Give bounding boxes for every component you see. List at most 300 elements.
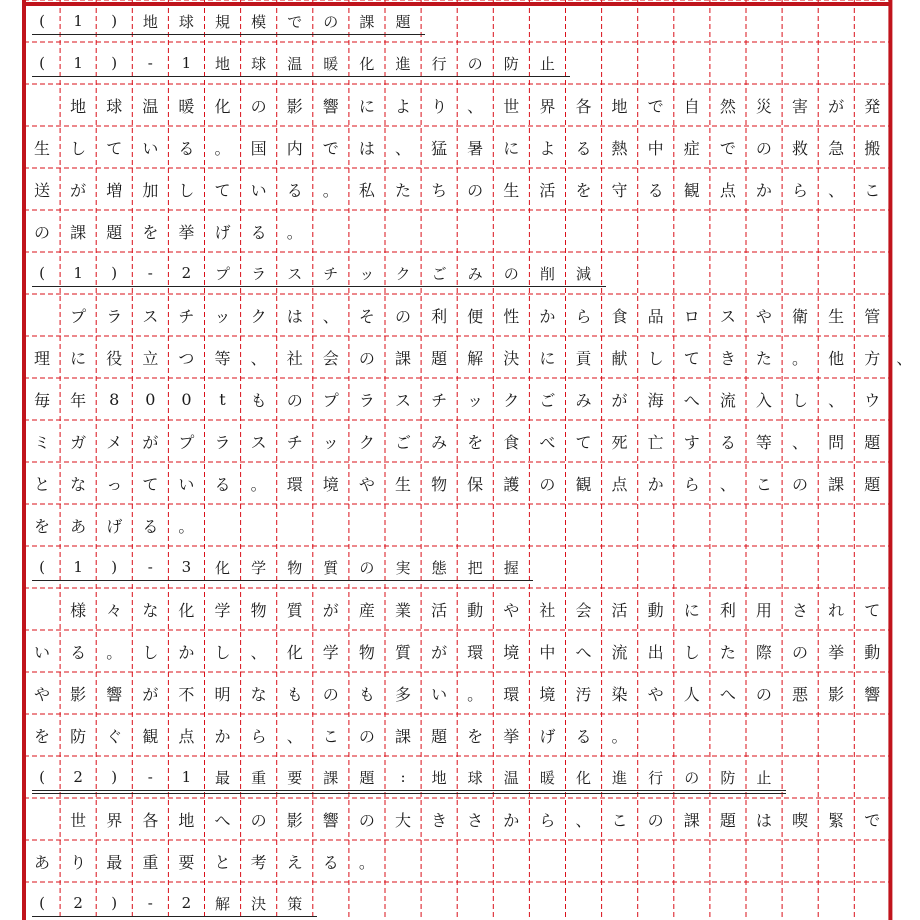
char-cell: 環 xyxy=(286,474,303,494)
char-cell: の xyxy=(647,810,664,830)
char-cell: 等 xyxy=(214,348,231,368)
char-cell: み xyxy=(575,390,592,410)
char-cell: 観 xyxy=(575,474,592,494)
char-cell: 。 xyxy=(214,138,231,158)
char-cell: に xyxy=(683,600,700,620)
char-cell: 々 xyxy=(106,600,123,620)
char-cell: る xyxy=(286,180,303,200)
char-cell: 境 xyxy=(503,642,520,662)
char-cell: 出 xyxy=(647,642,664,662)
char-cell: 題 xyxy=(359,768,375,787)
char-cell: を xyxy=(34,516,51,536)
char-cell: 界 xyxy=(106,810,123,830)
char-cell: や xyxy=(503,600,520,620)
char-cell: 1 xyxy=(73,264,83,282)
char-cell: 活 xyxy=(431,600,448,620)
char-cell: 防 xyxy=(720,768,736,787)
char-cell: 境 xyxy=(539,684,556,704)
char-cell: 物 xyxy=(287,558,303,577)
char-cell: メ xyxy=(106,432,123,452)
char-cell: の xyxy=(34,222,51,242)
char-cell: や xyxy=(647,684,664,704)
char-cell: 観 xyxy=(142,726,159,746)
char-cell: 動 xyxy=(467,600,484,620)
char-cell: ク xyxy=(503,390,520,410)
char-cell: る xyxy=(178,138,195,158)
char-cell: し xyxy=(178,180,195,200)
char-cell: 食 xyxy=(611,306,628,326)
char-cell: 、 xyxy=(250,348,267,368)
body-line xyxy=(24,462,890,504)
char-cell: か xyxy=(755,180,772,200)
char-cell: 重 xyxy=(251,768,267,787)
char-cell: ) xyxy=(111,894,118,912)
char-cell: 化 xyxy=(359,54,375,73)
char-cell: の xyxy=(755,684,772,704)
char-cell: 課 xyxy=(70,222,87,242)
char-cell: 加 xyxy=(142,180,159,200)
char-cell: よ xyxy=(394,96,411,116)
char-cell: そ xyxy=(358,306,375,326)
char-cell: 影 xyxy=(828,684,845,704)
char-cell: ッ xyxy=(322,432,339,452)
char-cell: ら xyxy=(250,726,267,746)
char-cell: 生 xyxy=(394,474,411,494)
char-cell: 会 xyxy=(322,348,339,368)
char-cell: 増 xyxy=(106,180,123,200)
char-cell: の xyxy=(322,684,339,704)
char-cell: ラ xyxy=(251,264,267,283)
char-cell xyxy=(24,84,60,126)
char-cell: の xyxy=(467,180,484,200)
char-cell: 害 xyxy=(792,96,809,116)
char-cell: 行 xyxy=(431,54,447,73)
char-cell: 2 xyxy=(181,894,192,912)
char-cell: 世 xyxy=(70,810,87,830)
char-cell: や xyxy=(358,474,375,494)
char-cell: 地 xyxy=(70,96,87,116)
char-cell: 。 xyxy=(358,852,375,872)
char-cell: 暖 xyxy=(323,54,339,73)
char-cell: 影 xyxy=(286,810,303,830)
char-cell: 地 xyxy=(431,768,447,787)
char-cell: み xyxy=(467,264,483,283)
char-cell: 学 xyxy=(214,600,231,620)
char-cell: 温 xyxy=(503,768,519,787)
char-cell: 送 xyxy=(34,180,51,200)
char-cell: で xyxy=(647,96,664,116)
char-cell: 様 xyxy=(70,600,87,620)
char-cell: の xyxy=(792,474,809,494)
char-cell: 1 xyxy=(181,54,192,72)
char-cell: 学 xyxy=(251,558,267,577)
char-cell: 2 xyxy=(181,264,192,282)
char-cell: の xyxy=(250,810,267,830)
char-cell: 環 xyxy=(503,684,520,704)
char-cell: 化 xyxy=(215,558,231,577)
char-cell: 球 xyxy=(178,12,194,31)
char-cell: れ xyxy=(828,600,845,620)
char-cell: 防 xyxy=(503,54,519,73)
char-cell: 各 xyxy=(575,96,592,116)
char-cell: 質 xyxy=(323,558,339,577)
char-cell: を xyxy=(34,726,51,746)
char-cell: 観 xyxy=(683,180,700,200)
char-cell: 、 xyxy=(286,726,303,746)
char-cell: 挙 xyxy=(178,222,195,242)
char-cell: ) xyxy=(111,768,118,786)
char-cell: 流 xyxy=(611,642,628,662)
char-cell: 際 xyxy=(755,642,772,662)
body-line xyxy=(24,294,890,336)
char-cell: 響 xyxy=(864,684,881,704)
char-cell: の xyxy=(755,138,772,158)
heading-underline xyxy=(32,790,786,791)
heading-underline xyxy=(32,76,570,77)
char-cell: チ xyxy=(286,432,303,452)
char-cell: 然 xyxy=(719,96,736,116)
body-line xyxy=(24,336,890,378)
char-cell: 人 xyxy=(683,684,700,704)
char-cell: 態 xyxy=(431,558,447,577)
char-cell: - xyxy=(147,768,153,786)
char-cell: は xyxy=(755,810,772,830)
char-cell: し xyxy=(683,642,700,662)
char-cell: 。 xyxy=(467,684,484,704)
char-cell: - xyxy=(147,894,153,912)
heading-underline xyxy=(32,580,533,581)
char-cell: 題 xyxy=(106,222,123,242)
char-cell: し xyxy=(70,138,87,158)
char-cell: が xyxy=(142,684,159,704)
char-cell: 1 xyxy=(181,768,192,786)
char-cell: 考 xyxy=(250,852,267,872)
char-cell: ク xyxy=(358,432,375,452)
char-cell: 化 xyxy=(575,768,591,787)
char-cell: 挙 xyxy=(503,726,520,746)
char-cell: 生 xyxy=(503,180,520,200)
char-cell: 中 xyxy=(539,642,556,662)
char-cell: 温 xyxy=(142,96,159,116)
char-cell: の xyxy=(286,390,303,410)
char-cell: 献 xyxy=(611,348,628,368)
char-cell: の xyxy=(394,306,411,326)
char-cell: 題 xyxy=(719,810,736,830)
char-cell: 進 xyxy=(612,768,628,787)
char-cell: 食 xyxy=(503,432,520,452)
char-cell: 点 xyxy=(611,474,628,494)
char-cell: 影 xyxy=(286,96,303,116)
char-cell: 題 xyxy=(431,348,448,368)
char-cell: み xyxy=(431,432,448,452)
char-cell: ッ xyxy=(359,264,375,283)
char-cell: 解 xyxy=(467,348,484,368)
char-cell: 。 xyxy=(106,642,123,662)
body-line xyxy=(24,210,313,252)
char-cell: 救 xyxy=(792,138,809,158)
char-cell: 8 xyxy=(109,389,120,409)
char-cell: 防 xyxy=(70,726,87,746)
char-cell: 挙 xyxy=(828,642,845,662)
char-cell: ス xyxy=(719,306,736,326)
body-line xyxy=(24,84,890,126)
char-cell: 止 xyxy=(756,768,772,787)
char-cell: い xyxy=(178,474,195,494)
char-cell: 便 xyxy=(467,306,484,326)
char-cell: は xyxy=(358,138,375,158)
char-cell xyxy=(24,588,60,630)
char-cell: 、 xyxy=(467,96,484,116)
char-cell: 球 xyxy=(251,54,267,73)
char-cell: 、 xyxy=(719,474,736,494)
char-cell: 各 xyxy=(142,810,159,830)
char-cell: 役 xyxy=(106,348,123,368)
char-cell: が xyxy=(322,600,339,620)
char-cell: も xyxy=(358,684,375,704)
char-cell: 大 xyxy=(394,810,411,830)
char-cell: げ xyxy=(106,516,123,536)
char-cell: 生 xyxy=(828,306,845,326)
char-cell: し xyxy=(647,348,664,368)
char-cell: る xyxy=(575,138,592,158)
char-cell: 決 xyxy=(503,348,520,368)
char-cell: チ xyxy=(431,390,448,410)
char-cell: る xyxy=(575,726,592,746)
char-cell: こ xyxy=(755,474,772,494)
heading-line xyxy=(24,756,782,798)
char-cell: 進 xyxy=(395,54,411,73)
char-cell: る xyxy=(142,516,159,536)
char-cell: と xyxy=(34,474,51,494)
char-cell: す xyxy=(683,432,700,452)
char-cell: か xyxy=(214,726,231,746)
char-cell: し xyxy=(214,642,231,662)
char-cell: 搬 xyxy=(864,138,881,158)
char-cell: 最 xyxy=(215,768,231,787)
char-cell: た xyxy=(755,348,772,368)
char-cell: - xyxy=(147,54,153,72)
char-cell: 問 xyxy=(828,432,845,452)
char-cell: ら xyxy=(539,810,556,830)
char-cell: ク xyxy=(250,306,267,326)
char-cell: ッ xyxy=(467,390,484,410)
char-cell: り xyxy=(70,852,87,872)
char-cell: よ xyxy=(539,138,556,158)
char-cell: て xyxy=(864,600,881,620)
char-cell: を xyxy=(467,432,484,452)
char-cell: 染 xyxy=(611,684,628,704)
char-cell: 要 xyxy=(178,852,195,872)
char-cell: 。 xyxy=(322,180,339,200)
char-cell: 不 xyxy=(178,684,195,704)
char-cell: 策 xyxy=(287,894,303,913)
char-cell: 性 xyxy=(503,306,520,326)
char-cell: さ xyxy=(467,810,484,830)
char-cell: ス xyxy=(287,264,303,283)
char-cell: ) xyxy=(111,54,118,72)
char-cell: 暑 xyxy=(467,138,484,158)
char-cell: プ xyxy=(322,390,339,410)
char-cell: 点 xyxy=(178,726,195,746)
char-cell: ご xyxy=(431,264,447,283)
char-cell: 、 xyxy=(322,306,339,326)
char-cell: 球 xyxy=(106,96,123,116)
char-cell: ( xyxy=(39,894,45,912)
char-cell: る xyxy=(322,852,339,872)
char-cell: 立 xyxy=(142,348,159,368)
char-cell: 界 xyxy=(539,96,556,116)
char-cell: あ xyxy=(70,516,87,536)
char-cell: 規 xyxy=(215,12,231,31)
char-cell: か xyxy=(503,810,520,830)
char-cell: 、 xyxy=(250,642,267,662)
char-cell: 止 xyxy=(539,54,555,73)
char-cell: て xyxy=(683,348,700,368)
char-cell: が xyxy=(70,180,87,200)
char-cell: t xyxy=(219,389,226,409)
char-cell: 理 xyxy=(34,348,51,368)
char-cell: 最 xyxy=(106,852,123,872)
char-cell: る xyxy=(719,432,736,452)
char-cell: 産 xyxy=(358,600,375,620)
char-cell: 。 xyxy=(611,726,628,746)
char-cell: ら xyxy=(792,180,809,200)
char-cell: 。 xyxy=(250,474,267,494)
char-cell: の xyxy=(358,810,375,830)
char-cell: 題 xyxy=(431,726,448,746)
char-cell: 質 xyxy=(394,642,411,662)
char-cell: さ xyxy=(792,600,809,620)
heading-underline xyxy=(32,916,317,917)
char-cell: 温 xyxy=(287,54,303,73)
char-cell xyxy=(24,294,60,336)
char-cell: こ xyxy=(322,726,339,746)
char-cell: 重 xyxy=(142,852,159,872)
char-cell: る xyxy=(647,180,664,200)
char-cell: 品 xyxy=(647,306,664,326)
char-cell: 2 xyxy=(73,768,83,786)
char-cell: で xyxy=(287,12,303,31)
char-cell: 握 xyxy=(503,558,519,577)
char-cell: 毎 xyxy=(34,390,51,410)
char-cell: に xyxy=(539,348,556,368)
char-cell: 動 xyxy=(647,600,664,620)
char-cell: ッ xyxy=(214,306,231,326)
char-cell: あ xyxy=(34,852,51,872)
char-cell: 、 xyxy=(394,138,411,158)
char-cell: 削 xyxy=(539,264,555,283)
body-line xyxy=(24,126,890,168)
char-cell: へ xyxy=(575,642,592,662)
char-cell: 物 xyxy=(358,642,375,662)
char-cell: 0 xyxy=(181,389,192,409)
char-cell: 汚 xyxy=(575,684,592,704)
char-cell: 緊 xyxy=(828,810,845,830)
char-cell: 課 xyxy=(359,12,375,31)
char-cell: 地 xyxy=(215,54,231,73)
char-cell: 動 xyxy=(864,642,881,662)
char-cell: 暖 xyxy=(178,96,195,116)
char-cell: 点 xyxy=(719,180,736,200)
char-cell: 模 xyxy=(251,12,267,31)
char-cell: 響 xyxy=(322,810,339,830)
char-cell: 社 xyxy=(539,600,556,620)
char-cell: へ xyxy=(214,810,231,830)
char-cell: 災 xyxy=(755,96,772,116)
char-cell: の xyxy=(358,348,375,368)
char-cell: 行 xyxy=(648,768,664,787)
char-cell: - xyxy=(147,558,153,576)
char-cell: て xyxy=(106,138,123,158)
char-cell: に xyxy=(70,348,87,368)
char-cell: プ xyxy=(178,432,195,452)
body-line xyxy=(24,588,890,630)
char-cell: の xyxy=(358,726,375,746)
char-cell: 実 xyxy=(395,558,411,577)
char-cell: 暖 xyxy=(539,768,555,787)
char-cell: か xyxy=(539,306,556,326)
char-cell: 題 xyxy=(395,12,411,31)
char-cell: 化 xyxy=(214,96,231,116)
char-cell: 課 xyxy=(323,768,339,787)
char-cell: 課 xyxy=(828,474,845,494)
char-cell: り xyxy=(431,96,448,116)
char-cell: も xyxy=(286,684,303,704)
char-cell: 響 xyxy=(106,684,123,704)
char-cell: 死 xyxy=(611,432,628,452)
char-cell: ぐ xyxy=(106,726,123,746)
char-cell: を xyxy=(467,726,484,746)
char-cell: チ xyxy=(178,306,195,326)
char-cell: 急 xyxy=(828,138,845,158)
char-cell: の xyxy=(539,474,556,494)
body-line xyxy=(24,630,890,672)
char-cell: 。 xyxy=(286,222,303,242)
char-cell: 、 xyxy=(828,180,845,200)
char-cell: え xyxy=(286,852,303,872)
char-cell: か xyxy=(647,474,664,494)
char-cell: が xyxy=(431,642,448,662)
char-cell: が xyxy=(828,96,845,116)
body-line xyxy=(24,420,890,462)
char-cell: い xyxy=(431,684,448,704)
char-cell: 自 xyxy=(683,96,700,116)
char-cell: こ xyxy=(611,810,628,830)
char-cell: ス xyxy=(250,432,267,452)
char-cell: 方 xyxy=(864,348,881,368)
char-cell: 利 xyxy=(719,600,736,620)
char-cell: る xyxy=(214,474,231,494)
char-cell: へ xyxy=(719,684,736,704)
heading-line xyxy=(24,42,565,84)
char-cell: 内 xyxy=(286,138,303,158)
heading-line xyxy=(24,252,602,294)
char-cell: 用 xyxy=(755,600,772,620)
char-cell: ガ xyxy=(70,432,87,452)
char-cell: 他 xyxy=(828,348,845,368)
char-cell: 1 xyxy=(73,558,83,576)
char-cell: 決 xyxy=(251,894,267,913)
char-cell: 多 xyxy=(394,684,411,704)
char-cell: の xyxy=(467,54,483,73)
char-cell: で xyxy=(864,810,881,830)
char-cell: 地 xyxy=(178,810,195,830)
char-cell: て xyxy=(142,474,159,494)
char-cell: 解 xyxy=(215,894,231,913)
char-cell: 題 xyxy=(864,474,881,494)
char-cell: ( xyxy=(39,12,45,30)
char-cell: 発 xyxy=(864,96,881,116)
